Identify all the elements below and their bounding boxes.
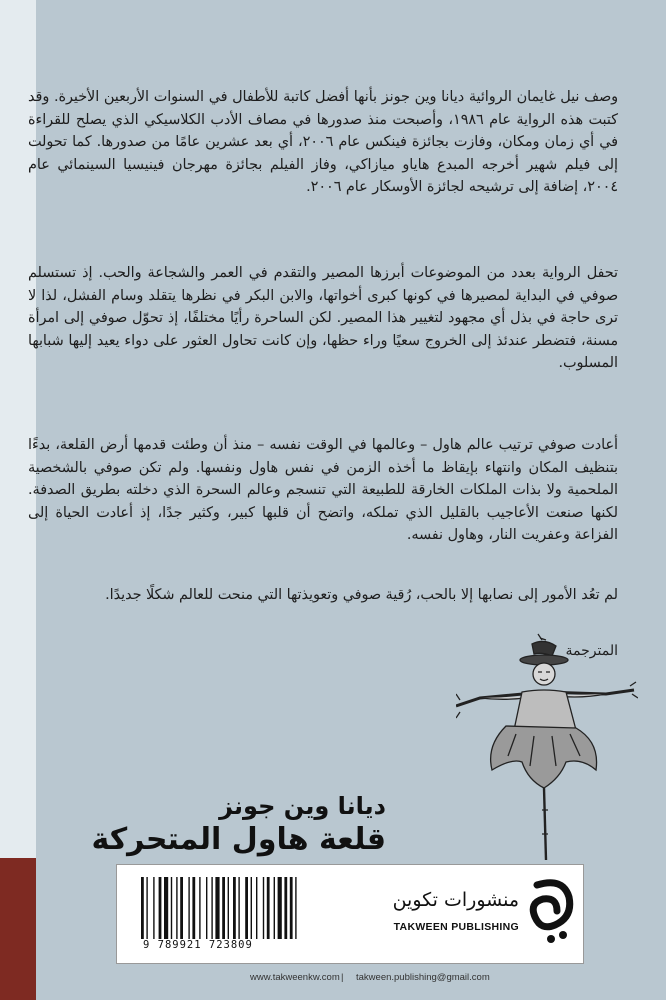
barcode-bar (141, 877, 144, 939)
barcode-bar (274, 877, 275, 939)
barcode-bar (278, 877, 282, 939)
barcode-bar (256, 877, 257, 939)
isbn-barcode (139, 877, 349, 939)
barcode-bar (164, 877, 168, 939)
barcode-bar (267, 877, 270, 939)
barcode-bar (295, 877, 296, 939)
publisher-name-arabic: منشورات تكوين (392, 889, 519, 911)
scarecrow-illustration (456, 630, 638, 862)
barcode-bar (284, 877, 287, 939)
barcode-bar (251, 877, 252, 939)
translator-signature: المترجمة (565, 643, 618, 659)
blurb-paragraph-2: تحفل الرواية بعدد من الموضوعات أبرزها المصير والتقدم في العمر والشجاعة والحب. إذ تستسلم صوفي في البداية لمصيرها في كونها كبرى أخواتها، والابن البكر في نظرها يتقلد وسام الفشل، لذا لا ترى حاجة في بذل أي مجهود لتغيير هذا المصير. لكن الساحرة رأيًا مختلفًا، إذ تحوّل صوفي إلى امرأة مسنة، فتضطر عندئذ إلى الخروج سعيًا وراء حظها، وإن كانت تحاول العثور على دواء يعيد إليها شبابها المسلوب. (28, 265, 618, 371)
barcode-bar (211, 877, 212, 939)
barcode-bar (263, 877, 264, 939)
barcode-bar (245, 877, 248, 939)
publisher-logo-icon (527, 877, 577, 949)
blurb-paragraph-1: وصف نيل غايمان الروائية ديانا وين جونز بأنها أفضل كاتبة للأطفال في السنوات الأربعين الأخيرة. وقد كتبت هذه الرواية عام ١٩٨٦، وأصبحت منذ صدورها في مصاف الأدب الكلاسيكي الذي يصلح للقراءة في أي زمان ومكان، وفازت بجائزة فينكس عام ٢٠٠٦، أي بعد عشرين عامًا من صدورها. كما تحولت إلى فيلم شهير أخرجه المبدع هاياو ميازاكي، وفاز الفيلم بجائزة مهرجان فينيسيا السينمائي عام ٢٠٠٤، إضافة إلى ترشيحه لجائزة الأوسكار عام ٢٠٠٦. (28, 89, 618, 195)
barcode-bar (206, 877, 207, 939)
barcode-bar (159, 877, 162, 939)
barcode-bar (238, 877, 239, 939)
barcode-bar (153, 877, 154, 939)
barcode-bar (199, 877, 200, 939)
blurb-paragraph-4: لم تعُد الأمور إلى نصابها إلا بالحب، رُقية صوفي وتعويذتها التي منحت للعالم شكلًا جديدًا. (105, 587, 618, 603)
blurb-paragraph-3: أعادت صوفي ترتيب عالم هاول – وعالمها في الوقت نفسه – منذ أن وطئت قدمها أرض القلعة، بدءًا بتنظيف المكان وانتهاء بإيقاظ ما أخذه الزمن في نفس هاول ونفسها. ولم تكن صوفي بالشخصية الملحمية ولا بذات الملكات الخارقة للطبيعة التي تنسجم وعالم السحرة الذي دخلته بطريق الصدفة. لكنها صنعت الأعاجيب بالقليل الذي تملكه، واتضح أن قلبها كبير، وكثير جدًا، إذ أعادت الحياة إلى الفزاعة وعفريت النار، وهاول نفسه. (28, 437, 618, 543)
book-title: قلعة هاول المتحركة (91, 822, 386, 857)
contact-separator: | (341, 972, 344, 983)
barcode-bar (228, 877, 229, 939)
author-name: ديانا وين جونز (219, 792, 386, 820)
barcode-publisher-box (116, 864, 584, 964)
barcode-bar (176, 877, 177, 939)
barcode-bar (222, 877, 225, 939)
spine-accent-band (0, 858, 36, 1000)
barcode-bar (188, 877, 189, 939)
isbn-number: 9 789921 723809 (143, 939, 253, 951)
barcode-bar (215, 877, 219, 939)
website-link[interactable]: www.takweenkw.com (250, 972, 340, 983)
email-link[interactable]: takween.publishing@gmail.com (356, 972, 490, 983)
barcode-bar (171, 877, 172, 939)
barcode-bar (180, 877, 183, 939)
barcode-bar (233, 877, 236, 939)
barcode-bar (290, 877, 293, 939)
publisher-name-english: TAKWEEN PUBLISHING (393, 921, 519, 933)
barcode-bar (192, 877, 195, 939)
barcode-bar (146, 877, 147, 939)
